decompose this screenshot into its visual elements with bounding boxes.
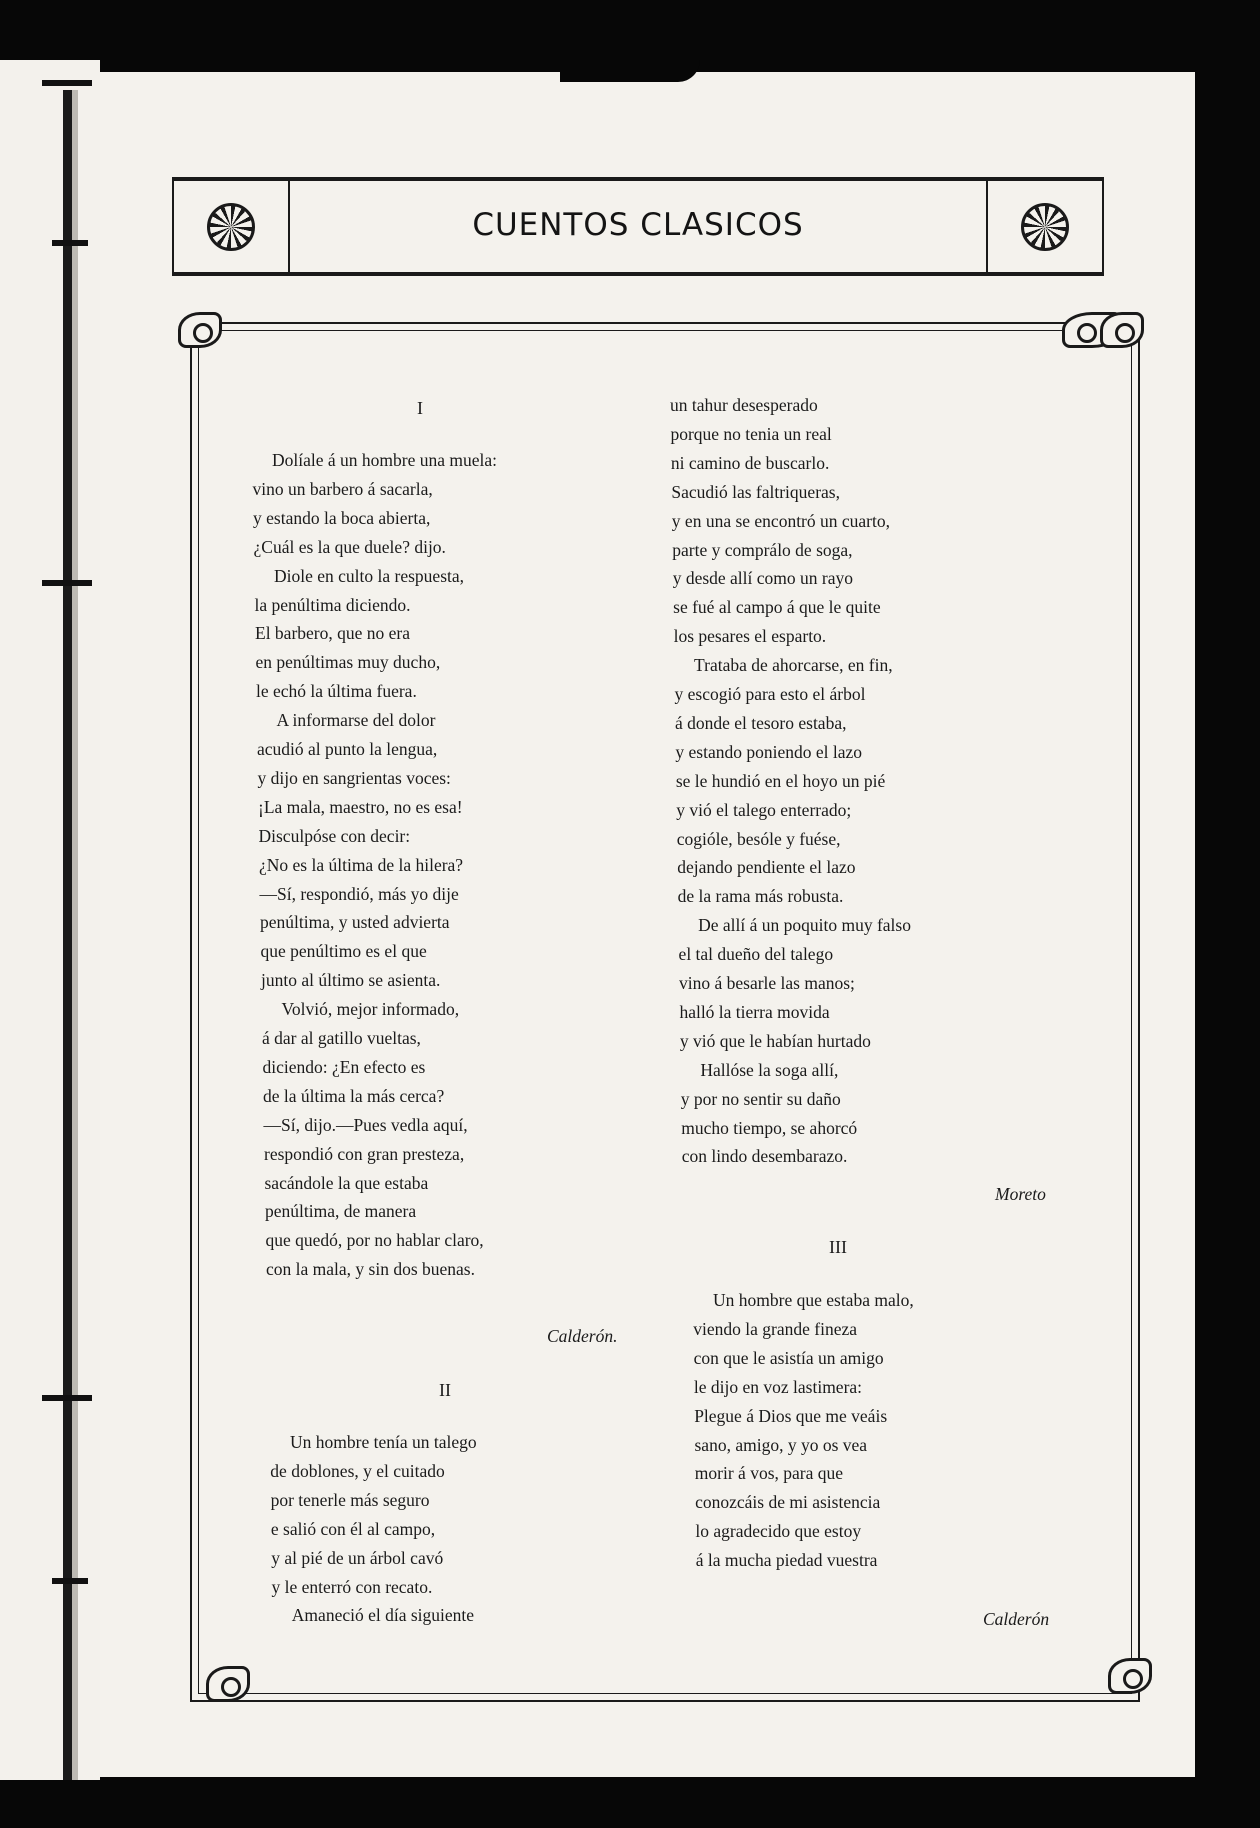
poem-line: —Sí, respondió, más yo dije xyxy=(259,883,459,904)
binding-clip xyxy=(42,580,92,586)
poem-line: Dolíale á un hombre una muela: xyxy=(272,450,497,470)
poem-line: De allí á un poquito muy falso xyxy=(698,915,911,936)
poem-line: ¿Cuál es la que duele? dijo. xyxy=(253,536,446,557)
poem-line: se fué al campo á que le quite xyxy=(673,597,881,618)
poem-line: sano, amigo, y yo os vea xyxy=(694,1434,868,1455)
poem-line: á dar al gatillo vueltas, xyxy=(262,1028,421,1048)
poem-line: halló la tierra movida xyxy=(679,1001,830,1022)
story-numeral: I xyxy=(417,398,423,418)
rosette-ornament-icon xyxy=(207,203,255,251)
poem-line: los pesares el esparto. xyxy=(673,626,827,647)
poem-line: respondió con gran presteza, xyxy=(264,1143,465,1164)
corner-ornament-icon xyxy=(206,1666,250,1702)
story-numeral: III xyxy=(829,1237,847,1257)
poem-line: Disculpóse con decir: xyxy=(258,825,411,846)
poem-line: e salió con él al campo, xyxy=(270,1518,436,1539)
binding-spine-edge xyxy=(72,90,78,1780)
story-numeral: II xyxy=(439,1380,451,1400)
poem-line: Volvió, mejor informado, xyxy=(281,999,460,1020)
poem-line: la penúltima diciendo. xyxy=(254,594,411,615)
poem-line: A informarse del dolor xyxy=(276,710,436,731)
poem-line: conozcáis de mi asistencia xyxy=(695,1492,881,1513)
poem-line: y escogió para esto el árbol xyxy=(674,684,866,704)
corner-ornament-icon xyxy=(1100,312,1144,348)
poem-line: á donde el tesoro estaba, xyxy=(674,712,847,733)
poem-line: con lindo desembarazo. xyxy=(681,1146,848,1167)
poem-line: ¿No es la última de la hilera? xyxy=(259,854,464,875)
poem-line: le dijo en voz lastimera: xyxy=(693,1376,863,1397)
story-author: Moreto xyxy=(995,1184,1046,1204)
poem-line: de la última la más cerca? xyxy=(263,1085,445,1106)
poem-line: acudió al punto la lengua, xyxy=(257,739,438,759)
poem-line: á la mucha piedad vuestra xyxy=(695,1550,878,1571)
header-banner xyxy=(172,177,1104,276)
poem-line: penúltima, de manera xyxy=(265,1201,417,1222)
poem-line: que penúltimo es el que xyxy=(260,941,427,962)
poem-line: —Sí, dijo.—Pues vedla aquí, xyxy=(263,1114,468,1135)
book-binding xyxy=(0,60,100,1780)
poem-line: por tenerle más seguro xyxy=(270,1489,430,1510)
story-author: Calderón. xyxy=(547,1326,618,1346)
poem-line: y desde allí como un rayo xyxy=(672,568,853,589)
poem-line: diciendo: ¿En efecto es xyxy=(262,1056,426,1077)
poem-line: en penúltimas muy ducho, xyxy=(255,652,441,673)
binding-clip xyxy=(52,240,88,246)
poem-line: Amaneció el día siguiente xyxy=(291,1605,475,1626)
poem-line: penúltima, y usted advierta xyxy=(260,912,450,933)
poem-line: de doblones, y el cuitado xyxy=(270,1460,445,1481)
poem-line: Hallóse la soga allí, xyxy=(700,1059,839,1080)
poem-line: Diole en culto la respuesta, xyxy=(274,565,465,586)
poem-line: que quedó, por no hablar claro, xyxy=(265,1230,484,1251)
binding-clip xyxy=(52,1578,88,1584)
poem-line: Plegue á Dios que me veáis xyxy=(694,1405,888,1426)
poem-line: y vió que le habían hurtado xyxy=(679,1030,871,1051)
poem-line: ¡La mala, maestro, no es esa! xyxy=(258,796,463,817)
poem-line: y en una se encontró un cuarto, xyxy=(671,510,890,531)
story-author: Calderón xyxy=(983,1609,1050,1629)
poem-line: un tahur desesperado xyxy=(670,395,818,415)
binding-clip xyxy=(42,1395,92,1401)
binding-spine xyxy=(63,90,72,1780)
poem-line: morir á vos, para que xyxy=(694,1463,844,1484)
poem-line: y estando poniendo el lazo xyxy=(675,741,863,762)
poem-line: y por no sentir su daño xyxy=(680,1088,841,1109)
poem-line: y al pié de un árbol cavó xyxy=(271,1547,444,1568)
poem-line: y estando la boca abierta, xyxy=(253,507,431,528)
poem-line: y vió el talego enterrado; xyxy=(676,799,852,820)
corner-ornament-icon xyxy=(178,312,222,348)
poem-line: le echó la última fuera. xyxy=(256,681,417,702)
poem-line: con que le asistía un amigo xyxy=(693,1347,884,1368)
poem-line: porque no tenia un real xyxy=(670,423,832,444)
poem-line: vino á besarle las manos; xyxy=(679,973,855,993)
poem-line: y dijo en sangrientas voces: xyxy=(257,767,451,788)
poem-line: con la mala, y sin dos buenas. xyxy=(266,1259,475,1280)
poem-line: y le enterró con recato. xyxy=(271,1576,433,1597)
poem-line: se le hundió en el hoyo un pié xyxy=(675,770,886,791)
binding-clip xyxy=(42,80,92,86)
poem-line: Un hombre tenía un talego xyxy=(290,1432,477,1452)
poem-line: ni camino de buscarlo. xyxy=(670,452,830,473)
poem-line: parte y comprálo de soga, xyxy=(672,539,853,560)
poem-line: Un hombre que estaba malo, xyxy=(713,1290,914,1310)
poem-line: dejando pendiente el lazo xyxy=(677,857,856,878)
poem-line: sacándole la que estaba xyxy=(264,1172,429,1193)
poem-line: junto al último se asienta. xyxy=(261,970,441,991)
poem-line: lo agradecido que estoy xyxy=(695,1521,862,1542)
poem-line: El barbero, que no era xyxy=(255,623,410,644)
page-tear xyxy=(560,60,700,82)
poem-line: vino un barbero á sacarla, xyxy=(252,478,433,499)
banner-divider xyxy=(986,181,988,272)
poem-line: Sacudió las faltriqueras, xyxy=(671,481,840,502)
page-title: CUENTOS CLASICOS xyxy=(472,207,804,243)
poem-line: viendo la grande fineza xyxy=(693,1318,858,1339)
corner-ornament-icon xyxy=(1108,1658,1152,1694)
poem-line: Trataba de ahorcarse, en fin, xyxy=(694,655,893,676)
poem-line: el tal dueño del talego xyxy=(678,944,834,965)
rosette-ornament-icon xyxy=(1021,203,1069,251)
poem-line: mucho tiempo, se ahorcó xyxy=(681,1117,858,1138)
poem-line: cogióle, besóle y fuése, xyxy=(676,828,841,849)
poem-line: de la rama más robusta. xyxy=(677,886,844,907)
